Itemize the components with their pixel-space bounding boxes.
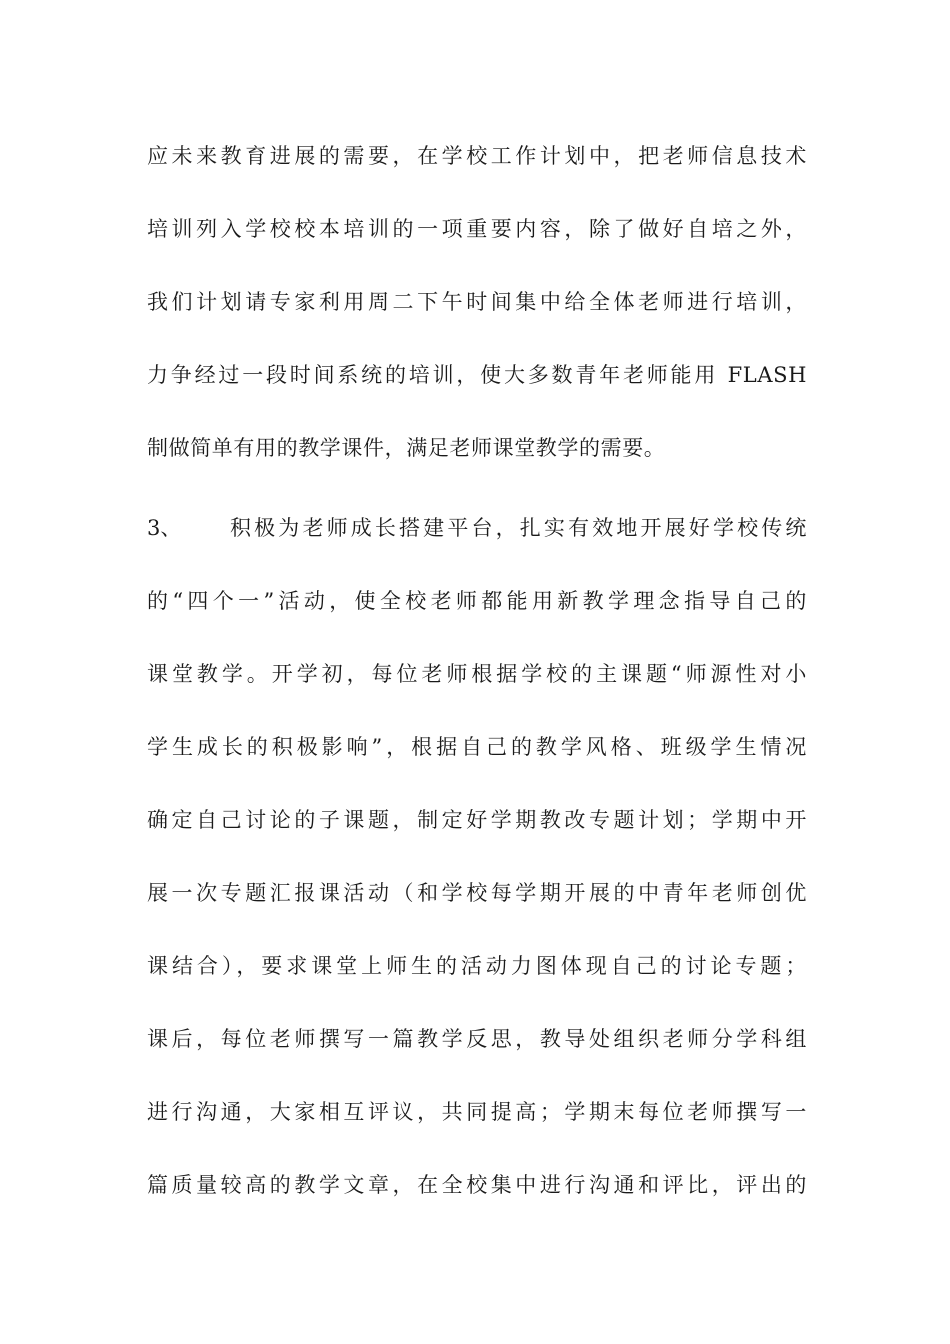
paragraph-line: 我们计划请专家利用周二下午时间集中给全体老师进行培训， (147, 290, 807, 314)
paragraph-line: 力争经过一段时间系统的培训，使大多数青年老师能用 FLASH (147, 363, 807, 387)
paragraph-line: 课结合），要求课堂上师生的活动力图体现自己的讨论专题； (147, 954, 807, 978)
paragraph-line: 的“四个一”活动，使全校老师都能用新教学理念指导自己的 (147, 589, 807, 613)
paragraph-line: 展一次专题汇报课活动（和学校每学期开展的中青年老师创优 (147, 881, 807, 905)
paragraph-line: 学生成长的积极影响”，根据自己的教学风格、班级学生情况 (147, 735, 807, 759)
paragraph-line: 制做简单有用的教学课件，满足老师课堂教学的需要。 (147, 436, 666, 460)
paragraph-line: 应未来教育进展的需要，在学校工作计划中，把老师信息技术 (147, 144, 807, 168)
paragraph-line: 进行沟通，大家相互评议，共同提高；学期末每位老师撰写一 (147, 1100, 807, 1124)
paragraph-line: 课堂教学。开学初，每位老师根据学校的主课题“师源性对小 (147, 662, 807, 686)
list-item-number: 3、 (147, 516, 182, 540)
paragraph-line: 确定自己讨论的子课题，制定好学期教改专题计划；学期中开 (147, 808, 807, 832)
list-item-first-line: 积极为老师成长搭建平台，扎实有效地开展好学校传统 (230, 516, 807, 540)
paragraph-line: 培训列入学校校本培训的一项重要内容，除了做好自培之外， (147, 217, 807, 241)
paragraph-line: 篇质量较高的教学文章，在全校集中进行沟通和评比，评出的 (147, 1173, 807, 1197)
paragraph-line: 课后，每位老师撰写一篇教学反思，教导处组织老师分学科组 (147, 1027, 807, 1051)
